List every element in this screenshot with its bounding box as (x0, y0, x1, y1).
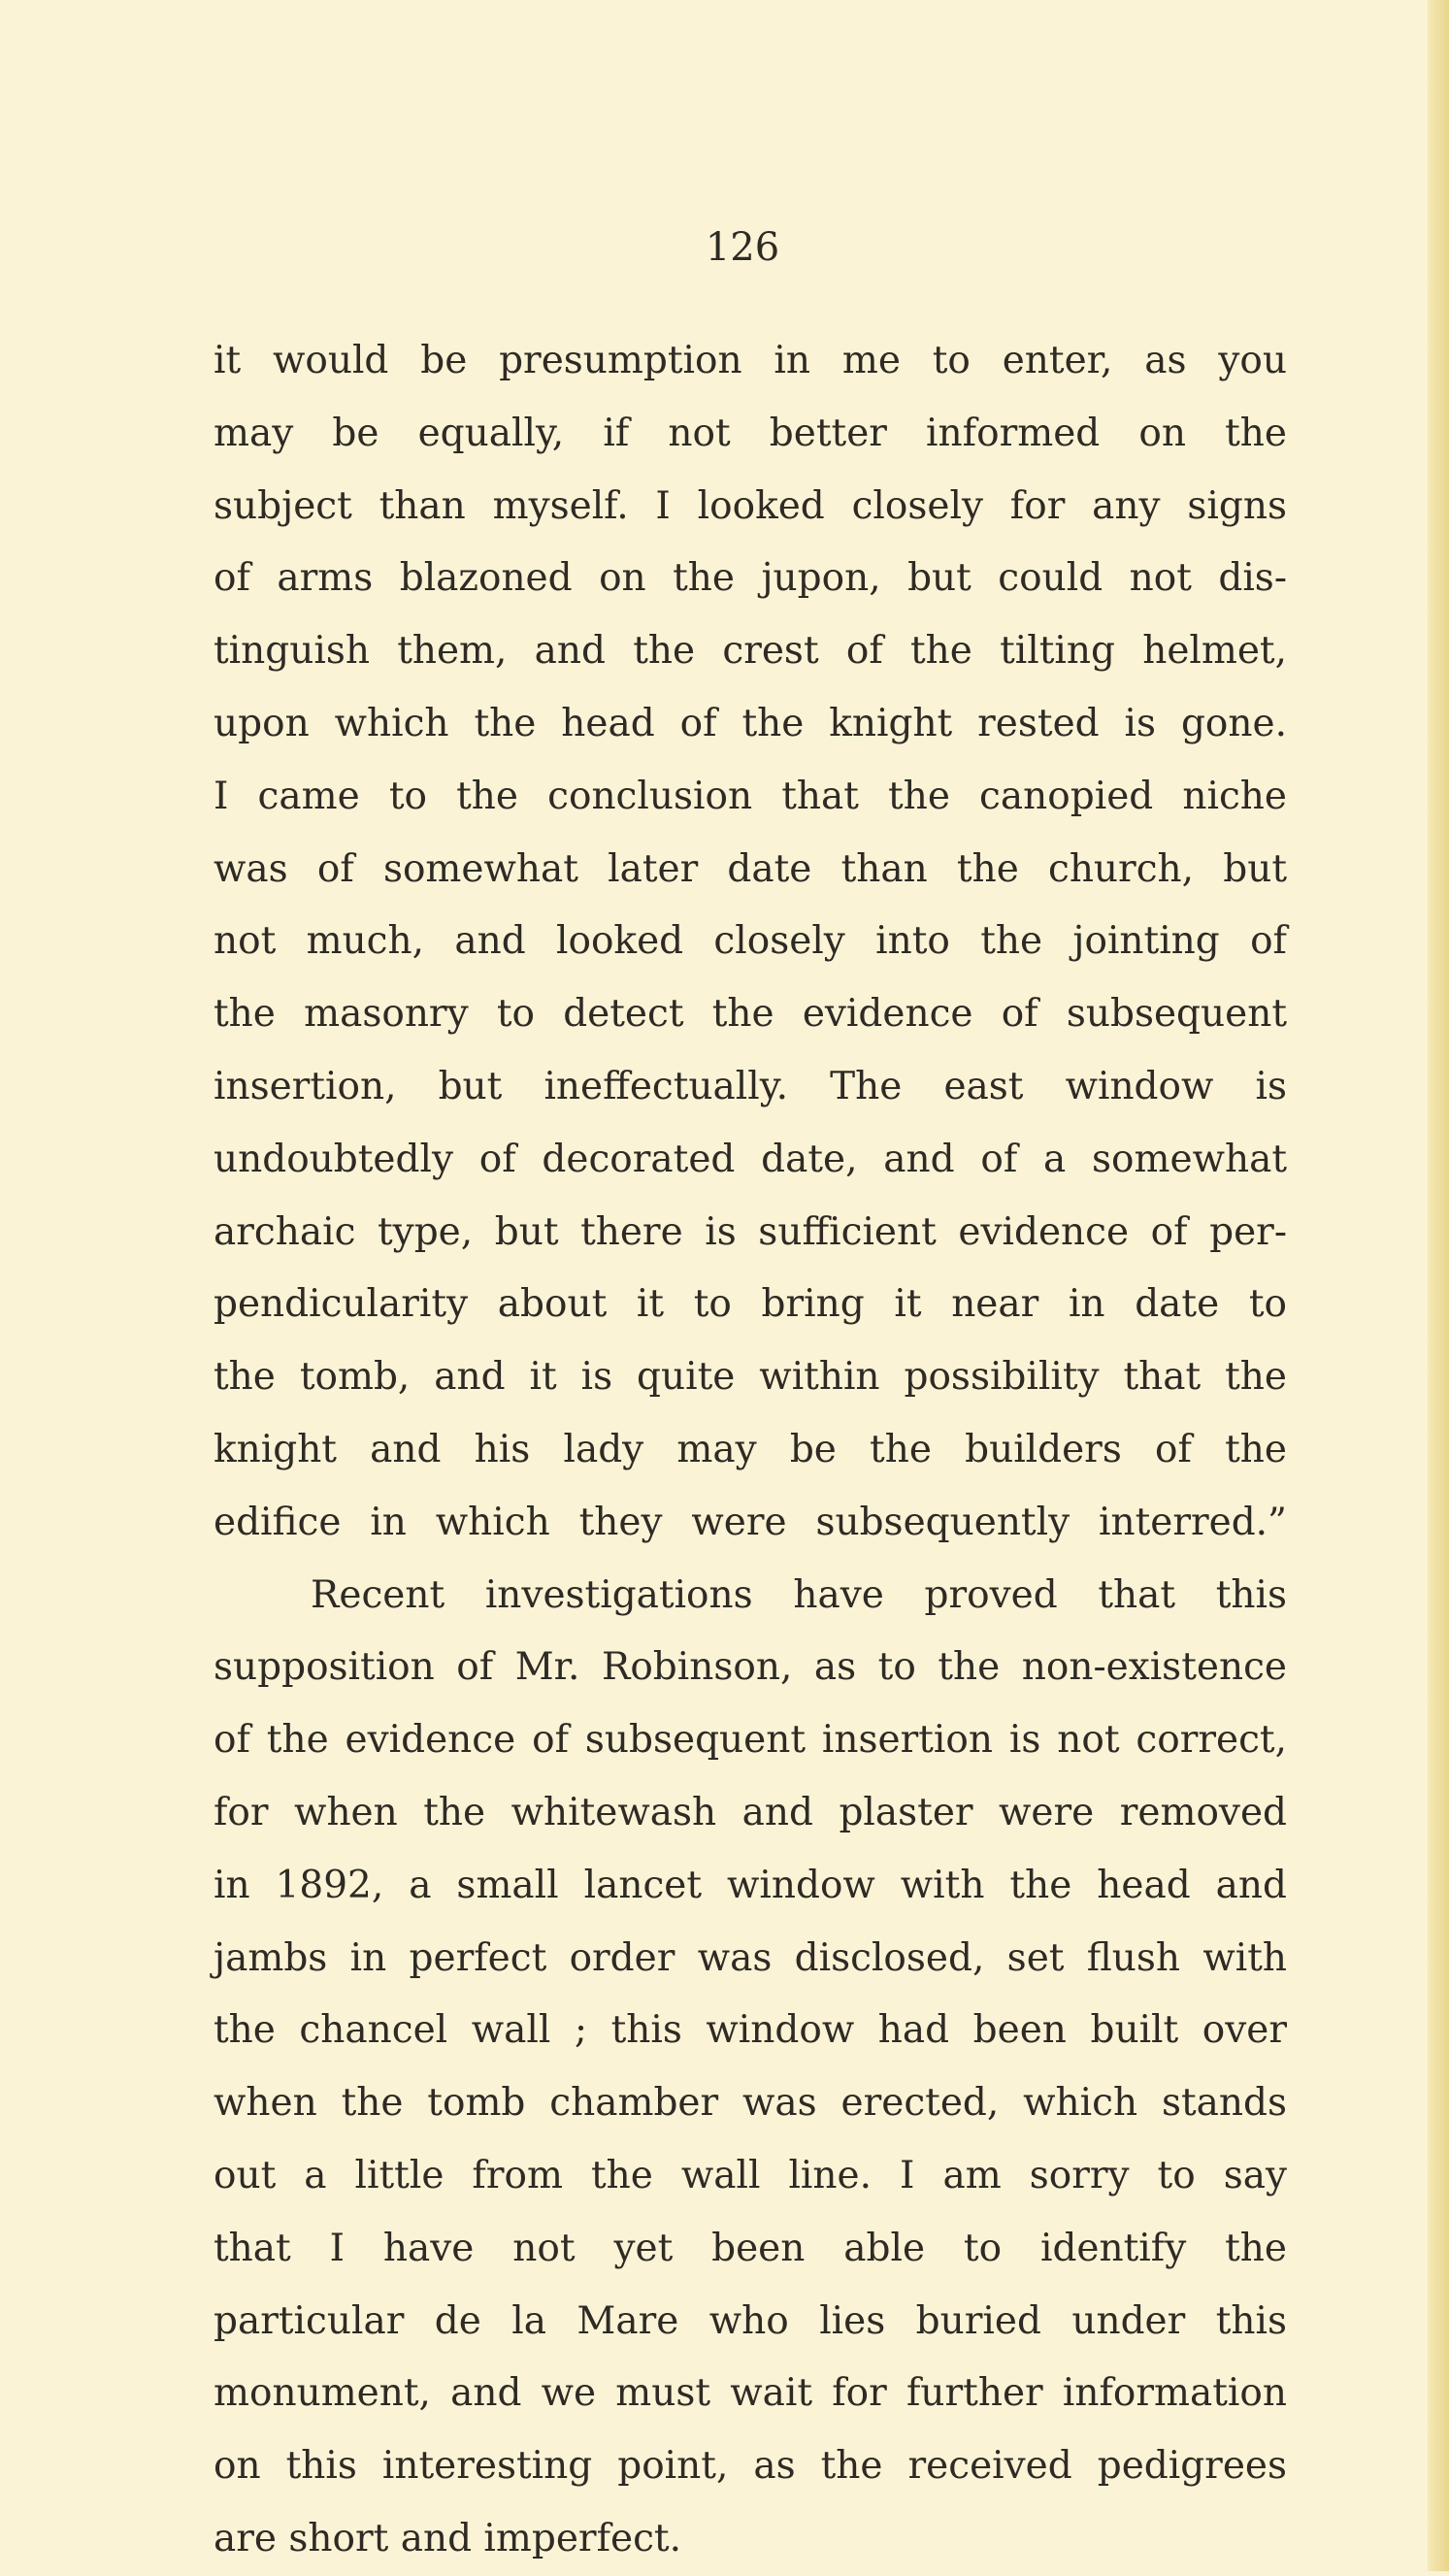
text-line: of the evidence of subsequent insertion is not correct, (214, 1718, 1287, 1763)
text-line: subject than myself. I looked closely for any signs (214, 483, 1287, 528)
text-line: I came to the conclusion that the canopied niche (214, 774, 1287, 818)
text-line: pendicularity about it to bring it near in date to (214, 1282, 1287, 1327)
text-line: supposition of Mr. Robinson, as to the non-existence (214, 1645, 1287, 1690)
text-line: the chancel wall ; this window had been built over (214, 2008, 1287, 2053)
text-line: upon which the head of the knight rested is gone. (214, 701, 1287, 745)
text-line: of arms blazoned on the jupon, but could not dis- (214, 556, 1287, 601)
text-line: may be equally, if not better informed on the (214, 411, 1287, 455)
text-line: when the tomb chamber was erected, which stands (214, 2081, 1287, 2126)
text-line: not much, and looked closely into the jointing of (214, 919, 1287, 964)
text-line: that I have not yet been able to identify the (214, 2226, 1287, 2270)
text-line: undoubtedly of decorated date, and of a somewhat (214, 1137, 1287, 1181)
text-line: knight and his lady may be the builders of the (214, 1427, 1287, 1471)
text-line: was of somewhat later date than the church, but (214, 846, 1287, 891)
text-line: particular de la Mare who lies buried under this (214, 2298, 1287, 2343)
text-line: tinguish them, and the crest of the tilting helmet, (214, 629, 1287, 674)
text-line: archaic type, but there is sufficient evidence of per- (214, 1209, 1287, 1254)
text-line: monument, and we must wait for further information (214, 2371, 1287, 2416)
text-line: Recent investigations have proved that this (311, 1572, 1287, 1617)
text-line: are short and imperfect. (214, 2516, 681, 2560)
page-edge (1428, 0, 1449, 2571)
text-line: out a little from the wall line. I am sorry to say (214, 2153, 1287, 2197)
body-text (214, 325, 1287, 2576)
text-line: it would be presumption in me to enter, as you (214, 339, 1287, 382)
page-number: 126 (705, 225, 780, 270)
text-line: for when the whitewash and plaster were removed (214, 1790, 1287, 1834)
text-line: the tomb, and it is quite within possibility that the (214, 1355, 1287, 1400)
text-line: insertion, but ineffectually. The east window is (214, 1064, 1287, 1108)
text-line: jambs in perfect order was disclosed, set flush with (214, 1935, 1287, 1980)
text-line: in 1892, a small lancet window with the head and (214, 1863, 1287, 1907)
text-line: on this interesting point, as the received pedigrees (214, 2444, 1287, 2489)
text-line: edifice in which they were subsequently interred.” (214, 1500, 1287, 1544)
text-line: the masonry to detect the evidence of subsequent (214, 992, 1287, 1037)
